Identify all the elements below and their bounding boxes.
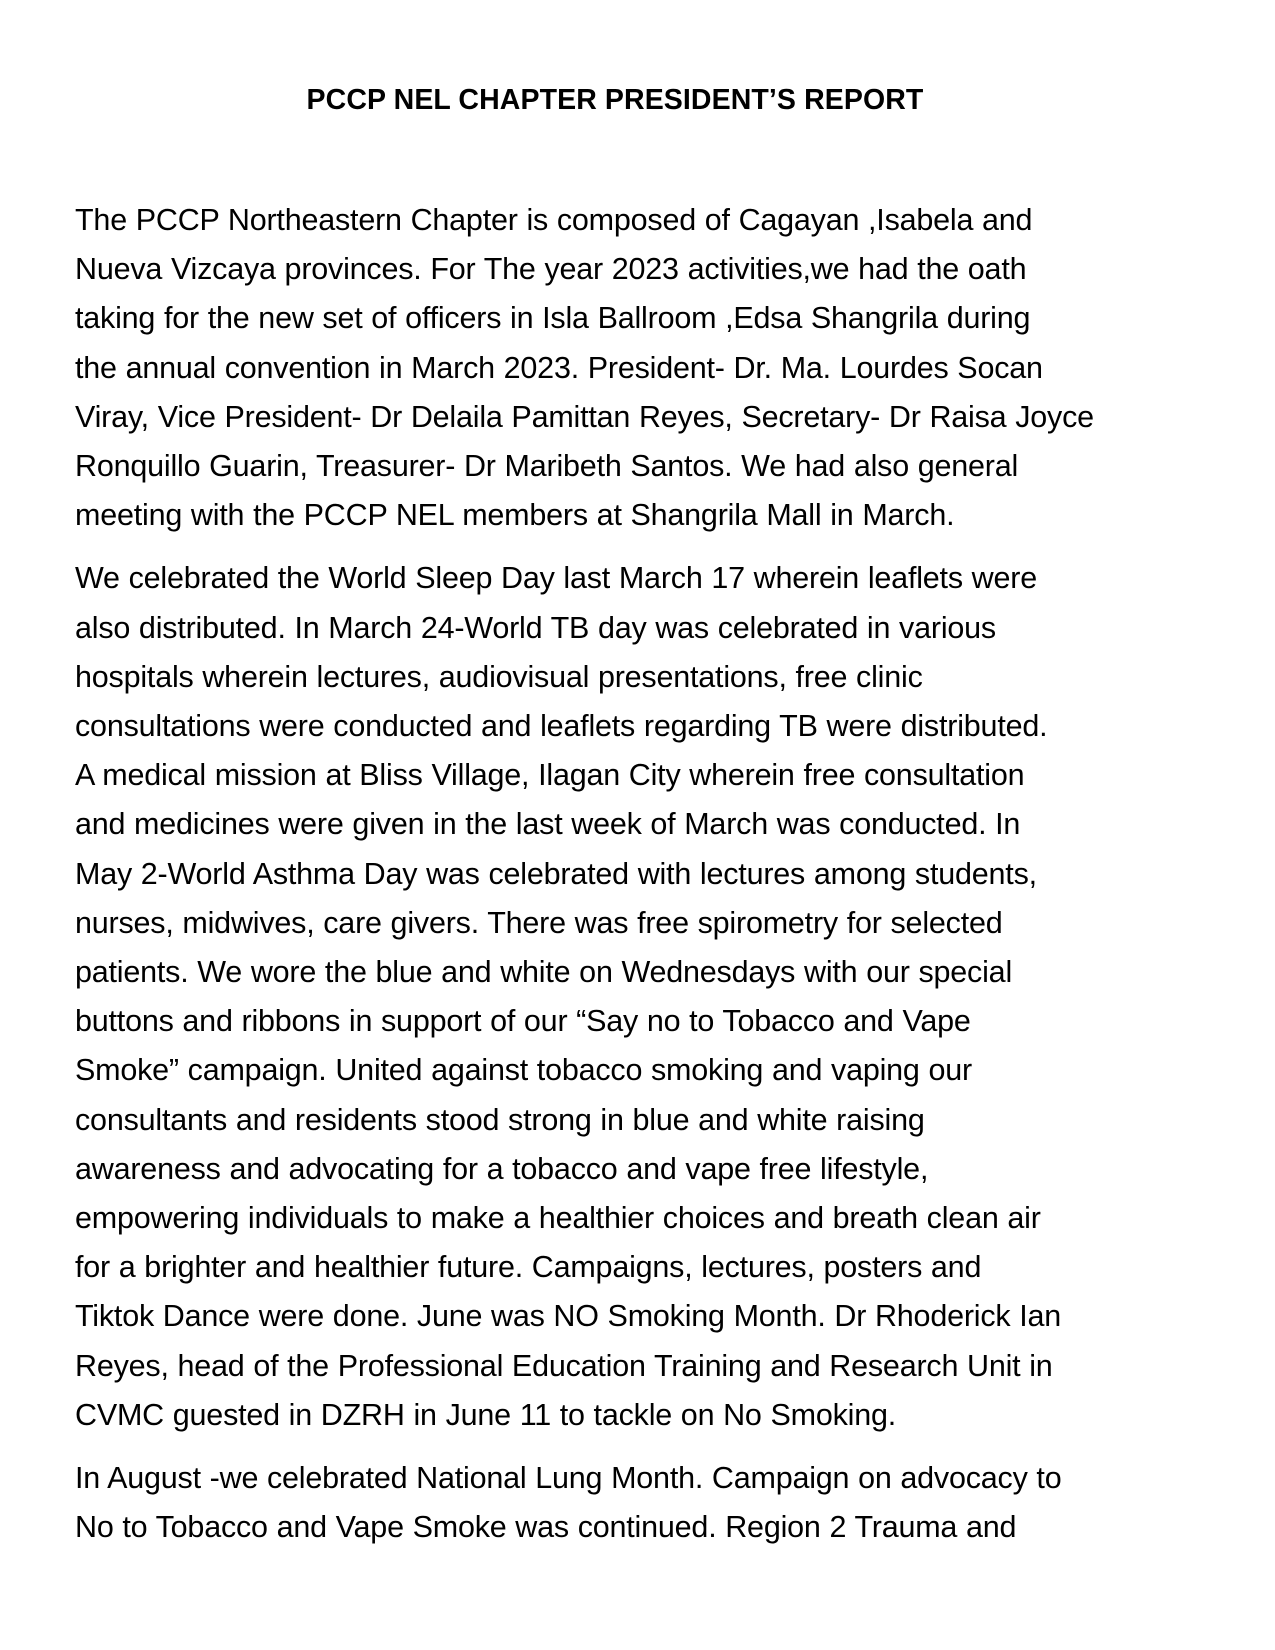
text-line: for a brighter and healthier future. Campaigns, lectures, posters and: [75, 1250, 982, 1285]
text-line: meeting with the PCCP NEL members at Shangrila Mall in March.: [75, 498, 955, 533]
text-line: May 2-World Asthma Day was celebrated with lectures among students,: [75, 856, 1037, 891]
text-line: hospitals wherein lectures, audiovisual presentations, free clinic: [75, 659, 923, 694]
text-line: Ronquillo Guarin, Treasurer- Dr Maribeth Santos. We had also general: [75, 449, 1019, 484]
text-line: Smoke” campaign. United against tobacco smoking and vaping our: [75, 1053, 972, 1088]
text-line: Viray, Vice President- Dr Delaila Pamittan Reyes, Secretary- Dr Raisa Joyce: [75, 399, 1094, 434]
text-line: In August -we celebrated National Lung Month. Campaign on advocacy to: [75, 1461, 1062, 1496]
text-line: also distributed. In March 24-World TB day was celebrated in various: [75, 610, 996, 645]
text-line: Tiktok Dance were done. June was NO Smoking Month. Dr Rhoderick Ian: [75, 1299, 1062, 1334]
text-line: and medicines were given in the last week of March was conducted. In: [75, 807, 1021, 842]
text-line: No to Tobacco and Vape Smoke was continued. Region 2 Trauma and: [75, 1510, 1017, 1545]
report-title: PCCP NEL CHAPTER PRESIDENT’S REPORT: [306, 84, 924, 116]
paragraph-activities: [75, 554, 1155, 1440]
text-line: empowering individuals to make a healthier choices and breath clean air: [75, 1201, 1041, 1236]
text-line: consultants and residents stood strong in blue and white raising: [75, 1102, 925, 1137]
text-line: awareness and advocating for a tobacco and vape free lifestyle,: [75, 1151, 929, 1186]
text-line: patients. We wore the blue and white on Wednesdays with our special: [75, 955, 1013, 990]
text-line: taking for the new set of officers in Isla Ballroom ,Edsa Shangrila during: [75, 301, 1031, 336]
paragraph-lung-month: [75, 1454, 1155, 1552]
text-line: The PCCP Northeastern Chapter is composed of Cagayan ,Isabela and: [75, 203, 1033, 237]
text-line: Nueva Vizcaya provinces. For The year 2023 activities,we had the oath: [75, 252, 1027, 287]
paragraph-officers: [75, 196, 1155, 540]
text-line: A medical mission at Bliss Village, Ilagan City wherein free consultation: [75, 758, 1025, 793]
text-line: buttons and ribbons in support of our “Say no to Tobacco and Vape: [75, 1004, 971, 1039]
text-line: consultations were conducted and leaflets regarding TB were distributed.: [75, 709, 1048, 744]
text-line: the annual convention in March 2023. President- Dr. Ma. Lourdes Socan: [75, 350, 1043, 385]
text-line: CVMC guested in DZRH in June 11 to tackle on No Smoking.: [75, 1397, 897, 1432]
text-line: nurses, midwives, care givers. There was free spirometry for selected: [75, 905, 1003, 940]
text-line: We celebrated the World Sleep Day last March 17 wherein leaflets were: [75, 561, 1037, 596]
text-line: Reyes, head of the Professional Education Training and Research Unit in: [75, 1348, 1053, 1383]
